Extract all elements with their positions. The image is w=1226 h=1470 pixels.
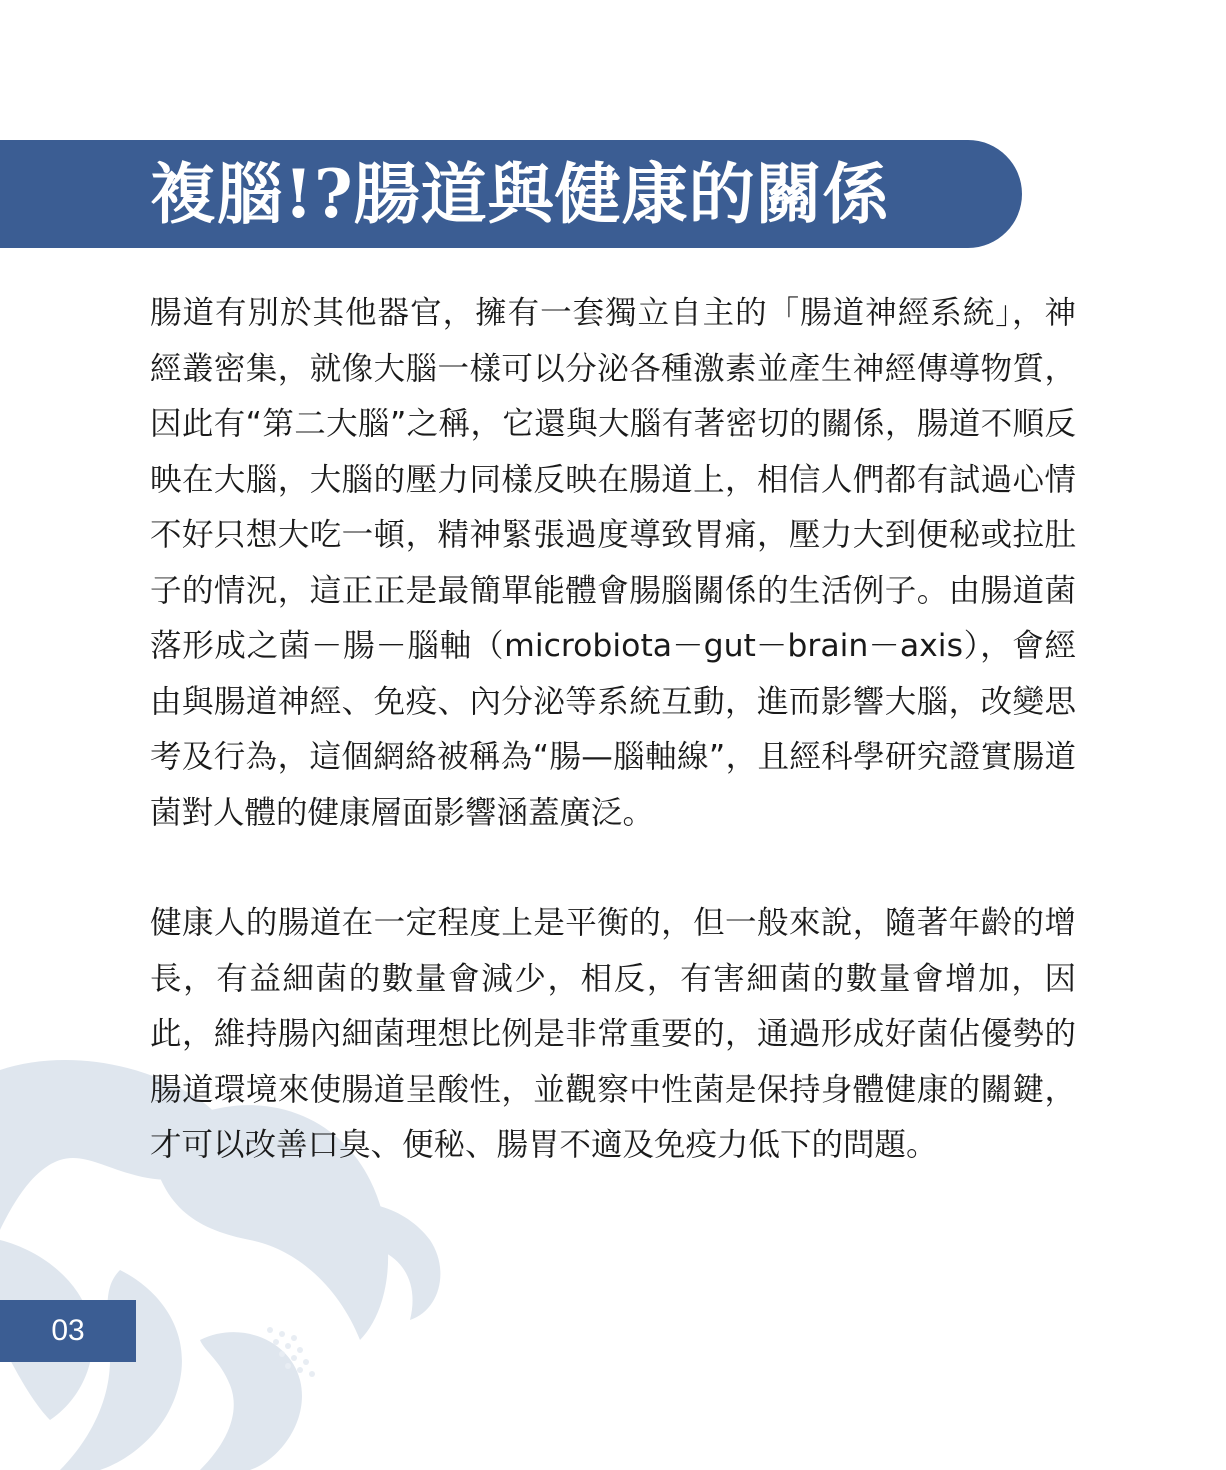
body-text bbox=[150, 286, 1076, 1174]
page-title: 複腦!?腸道與健康的關係 bbox=[150, 155, 890, 233]
page-number: 03 bbox=[0, 1300, 136, 1362]
title-banner bbox=[0, 140, 1022, 248]
paragraph-2: 健康人的腸道在一定程度上是平衡的，但一般來說，隨著年齡的增長，有益細菌的數量會減少，相反，有害細菌的數量會增加，因此，維持腸內細菌理想比例是非常重要的，通過形成好菌佔優勢的腸道環境來使腸道呈酸性，並觀察中性菌是保持身體健康的關鍵，才可以改善口臭、便秘、腸胃不適及免疫力低下的問題。 bbox=[150, 905, 1076, 1163]
paragraph-1: 腸道有別於其他器官，擁有一套獨立自主的「腸道神經系統」，神經叢密集，就像大腦一樣可以分泌各種激素並產生神經傳導物質，因此有“第二大腦”之稱，它還與大腦有著密切的關係，腸道不順反映在大腦，大腦的壓力同樣反映在腸道上，相信人們都有試過心情不好只想大吃一頓，精神緊張過度導致胃痛，壓力大到便秘或拉肚子的情況，這正正是最簡單能體會腸腦關係的生活例子。由腸道菌落形成之菌－腸－腦軸（microbiota－gut－brain－axis），會經由與腸道神經、免疫、內分泌等系統互動，進而影響大腦，改變思考及行為，這個網絡被稱為“腸—腦軸線”，且經科學研究證實腸道菌對人體的健康層面影響涵蓋廣泛。 bbox=[150, 295, 1076, 831]
